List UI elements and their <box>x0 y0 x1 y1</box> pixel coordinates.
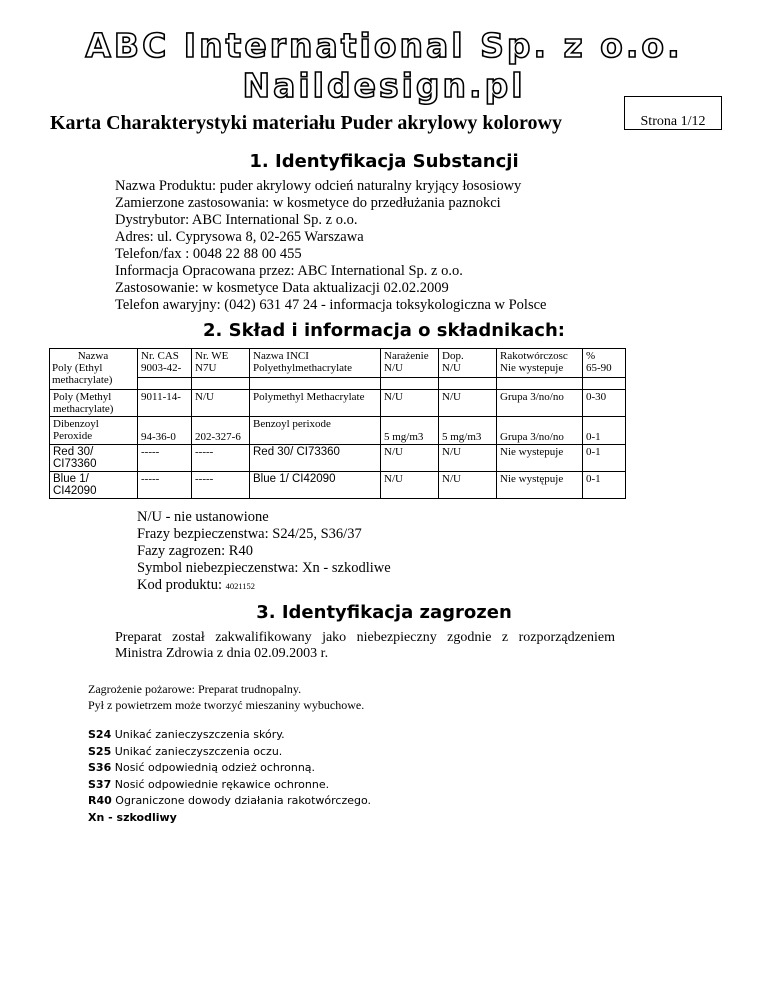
cell-percent: 0-30 <box>583 390 626 417</box>
cell-we: ----- <box>192 445 250 472</box>
ingredient-name: Poly (Ethyl methacrylate) <box>52 362 113 386</box>
composition-table <box>49 348 626 499</box>
phrase-code: S37 <box>88 777 112 791</box>
cell-we: N7U <box>195 362 217 374</box>
phrase-text: Nosić odpowiednią odzież ochronną. <box>114 761 316 774</box>
section3-heading: 3. Identyfikacja zagrozen <box>256 602 512 623</box>
cell-cas: ----- <box>138 472 192 499</box>
names-cell-1 <box>50 349 138 390</box>
table-cell <box>583 349 626 378</box>
table-cell <box>138 378 192 390</box>
risk-phrases-note: Fazy zagrozen: R40 <box>137 543 253 559</box>
ingredient-name: Poly (Methyl methacrylate) <box>53 391 114 415</box>
table-row <box>50 417 626 445</box>
cell-cas: 94-36-0 <box>138 417 192 445</box>
cell-exposure: 5 mg/m3 <box>381 417 439 445</box>
cell-dop: N/U <box>439 472 497 499</box>
cell-exposure: N/U <box>381 390 439 417</box>
cell-cas: 9011-14- <box>138 390 192 417</box>
application-date-line: Zastosowanie: w kosmetyce Data aktualizacji 02.02.2009 <box>115 280 449 296</box>
prepared-by-line: Informacja Opracowana przez: ABC International Sp. z o.o. <box>115 263 463 279</box>
table-cell <box>250 378 381 390</box>
hazard-classification <box>88 810 371 827</box>
cell-dop: N/U <box>442 362 461 374</box>
company-logo-line1: ABC International Sp. z o.o. <box>85 26 683 65</box>
classification-paragraph: Preparat został zakwalifikowany jako niebezpieczny zgodnie z rozporządzeniem Ministra Zdrowia z dnia 02.09.2003 r. <box>115 630 615 661</box>
phrase-text: Unikać zanieczyszczenia skóry. <box>114 728 285 741</box>
column-header-carcinogenicity: Rakotwórczosc <box>500 350 568 362</box>
document-title: Karta Charakterystyki materiału Puder akrylowy kolorowy <box>50 112 563 134</box>
column-header-cas: Nr. CAS <box>141 350 179 362</box>
list-item <box>88 793 371 810</box>
safety-phrases-note: Frazy bezpieczenstwa: S24/25, S36/37 <box>137 526 362 542</box>
cell-percent: 0-1 <box>583 445 626 472</box>
fire-hazard-block <box>88 681 364 713</box>
dust-hazard-line: Pył z powietrzem może tworzyć mieszaniny wybuchowe. <box>88 698 365 712</box>
fire-hazard-line: Zagrożenie pożarowe: Preparat trudnopalny. <box>88 682 302 696</box>
emergency-phone-line: Telefon awaryjny: (042) 631 47 24 - informacja toksykologiczna w Polsce <box>115 297 547 313</box>
table-cell <box>250 349 381 378</box>
phrase-code: S25 <box>88 744 112 758</box>
cell-percent: 0-1 <box>583 472 626 499</box>
product-name-line: Nazwa Produktu: puder akrylowy odcień naturalny kryjący łososiowy <box>115 178 522 194</box>
hazard-label: Xn - szkodliwy <box>88 810 177 824</box>
cell-exposure: N/U <box>381 445 439 472</box>
ingredient-name: Dibenzoyl Peroxide <box>53 418 99 442</box>
table-cell <box>439 349 497 378</box>
cell-we: ----- <box>192 472 250 499</box>
cell-inci: Blue 1/ CI42090 <box>250 472 381 499</box>
cell-exposure: N/U <box>384 362 403 374</box>
phrase-text: Nosić odpowiednie rękawice ochronne. <box>114 777 330 791</box>
cell-exposure: N/U <box>381 472 439 499</box>
cell-dop: N/U <box>439 445 497 472</box>
section2-heading: 2. Skład i informacja o składnikach: <box>202 320 565 341</box>
table-cell <box>497 349 583 378</box>
column-header-nazwa: Nazwa <box>77 350 109 362</box>
cell-we: N/U <box>192 390 250 417</box>
list-item <box>88 727 371 744</box>
column-header-percent: % <box>586 350 596 362</box>
cell-inci: Benzoyl perixode <box>250 417 381 445</box>
list-item <box>88 744 371 761</box>
table-cell <box>50 417 138 445</box>
cell-cas: 9003-42- <box>141 362 182 374</box>
cell-dop: 5 mg/m3 <box>439 417 497 445</box>
cell-carcinogenicity: Nie występuje <box>497 472 583 499</box>
cell-carcinogenicity: Grupa 3/no/no <box>497 390 583 417</box>
cell-inci: Red 30/ CI73360 <box>250 445 381 472</box>
nu-note: N/U - nie ustanowione <box>137 509 269 525</box>
cell-carcinogenicity: Nie wystepuje <box>500 362 564 374</box>
cell-carcinogenicity: Nie wystepuje <box>497 445 583 472</box>
phrases-list <box>88 727 371 826</box>
identification-block <box>115 178 546 314</box>
phrase-code: R40 <box>88 794 112 807</box>
column-header-exposure: Narażenie <box>384 350 429 362</box>
table-cell <box>138 349 192 378</box>
table-row <box>50 349 626 378</box>
phrase-text: Unikać zanieczyszczenia oczu. <box>114 744 283 758</box>
table-row <box>50 445 626 472</box>
column-header-inci: Nazwa INCI <box>253 350 309 362</box>
product-code-value: 4021152 <box>225 581 256 591</box>
table-cell <box>50 390 138 417</box>
table-row <box>50 390 626 417</box>
table-row <box>50 472 626 499</box>
table-cell <box>381 378 439 390</box>
list-item <box>88 760 371 777</box>
ingredient-name: Red 30/ CI73360 <box>50 445 138 472</box>
address-line: Adres: ul. Cyprysowa 8, 02-265 Warszawa <box>115 229 364 245</box>
hazard-symbol-note: Symbol niebezpieczenstwa: Xn - szkodliwe <box>137 560 391 576</box>
cell-dop: N/U <box>439 390 497 417</box>
phone-fax-line: Telefon/fax : 0048 22 88 00 455 <box>115 246 302 262</box>
cell-cas: ----- <box>138 445 192 472</box>
intended-use-line: Zamierzone zastosowania: w kosmetyce do przedłużania paznokci <box>115 195 501 211</box>
column-header-dop: Dop. <box>442 350 464 362</box>
table-cell <box>192 378 250 390</box>
column-header-we: Nr. WE <box>195 350 229 362</box>
table-cell <box>497 378 583 390</box>
cell-percent: 0-1 <box>583 417 626 445</box>
table-cell <box>439 378 497 390</box>
section1-heading: 1. Identyfikacja Substancji <box>249 151 519 172</box>
ingredient-name: Blue 1/ CI42090 <box>50 472 138 499</box>
table-cell <box>192 349 250 378</box>
table-cell <box>381 349 439 378</box>
list-item <box>88 777 371 794</box>
cell-inci: Polyethylmethacrylate <box>253 362 352 374</box>
product-code-label: Kod produktu: <box>137 577 222 593</box>
cell-inci: Polymethyl Methacrylate <box>250 390 381 417</box>
composition-notes <box>137 509 391 595</box>
company-logo-line2: Naildesign.pl <box>242 66 526 105</box>
product-code-line <box>137 577 391 595</box>
cell-we: 202-327-6 <box>192 417 250 445</box>
cell-carcinogenicity: Grupa 3/no/no <box>497 417 583 445</box>
phrase-code: S36 <box>88 761 112 774</box>
table-cell <box>583 378 626 390</box>
cell-percent: 65-90 <box>586 362 612 374</box>
distributor-line: Dystrybutor: ABC International Sp. z o.o. <box>115 212 358 228</box>
phrase-text: Ograniczone dowody działania rakotwórczego. <box>115 794 372 807</box>
phrase-code: S24 <box>88 728 112 741</box>
page-number-box: Strona 1/12 <box>624 96 722 130</box>
